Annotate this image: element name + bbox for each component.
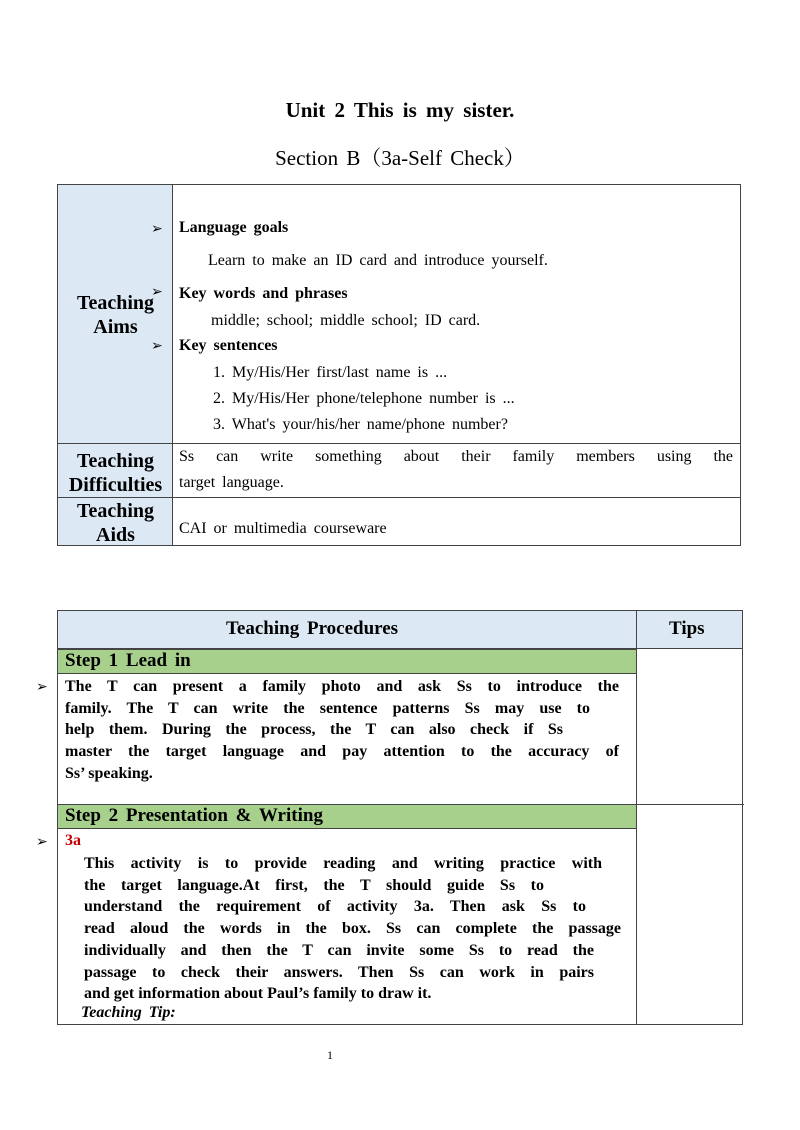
language-goals-heading: Language goals [179,219,289,236]
teaching-aims-table [57,184,741,546]
header-teaching-procedures: Teaching Procedures [226,618,399,639]
language-goals-text: Learn to make an ID card and introduce yourself. [208,252,548,269]
bullet-arrow-icon: ➢ [151,222,163,237]
row-divider [58,443,740,444]
teaching-aids-text: CAI or multimedia courseware [179,520,387,537]
step1-title: Step 1 Lead in [65,650,191,671]
header-tips: Tips [669,618,705,639]
step2-paragraph: This activity is to provide reading and writing practice with the target language.At first, the T should guide Ss to understand the requirement of activity 3a. Then ask Ss to read aloud the words in the box. Ss can complete the passage individually and then the T can invite some Ss to read the passage to check their answers. Then Ss can work in pairs and get information about Paul’s family to draw it. [84,855,621,1003]
document-title: Unit 2 This is my sister. [285,98,515,122]
key-sentence-item: 3. What's your/his/her name/phone number? [213,416,508,433]
document-subtitle: Section B（3a-Self Check） [275,146,525,170]
key-words-text: middle; school; middle school; ID card. [211,312,481,329]
key-sentence-item: 2. My/His/Her phone/telephone number is ... [213,390,515,407]
teaching-tip-label: Teaching Tip: [81,1004,176,1021]
key-words-heading: Key words and phrases [179,285,348,302]
step2-title: Step 2 Presentation & Writing [65,805,323,826]
procedures-header-row [58,611,742,649]
teaching-procedures-table [57,610,743,1025]
key-sentence-item: 1. My/His/Her first/last name is ... [213,364,448,381]
column-divider [636,611,637,1024]
bullet-arrow-icon: ➢ [36,835,48,850]
bullet-arrow-icon: ➢ [151,285,163,300]
page-number: 1 [327,1048,333,1062]
tips-cell-divider [636,804,744,805]
teaching-difficulties-label: Teaching Difficulties [68,450,163,496]
teaching-aids-label: Teaching Aids [76,500,155,546]
bullet-arrow-icon: ➢ [151,339,163,354]
difficulties-text-line: Ss can write something about their family members using the [179,448,733,465]
teaching-aims-label: Teaching Aims [76,292,155,338]
step1-paragraph: The T can present a family photo and ask Ss to introduce the family. The T can write the sentence patterns Ss may use to help them. During the process, the T can also check if Ss master the target language and pay attention to the accuracy of Ss’ speaking. [65,678,619,782]
key-sentences-heading: Key sentences [179,337,278,354]
difficulties-text-line: target language. [179,474,284,491]
activity-3a-label: 3a [65,832,81,849]
row-divider [58,497,740,498]
bullet-arrow-icon: ➢ [36,680,48,695]
